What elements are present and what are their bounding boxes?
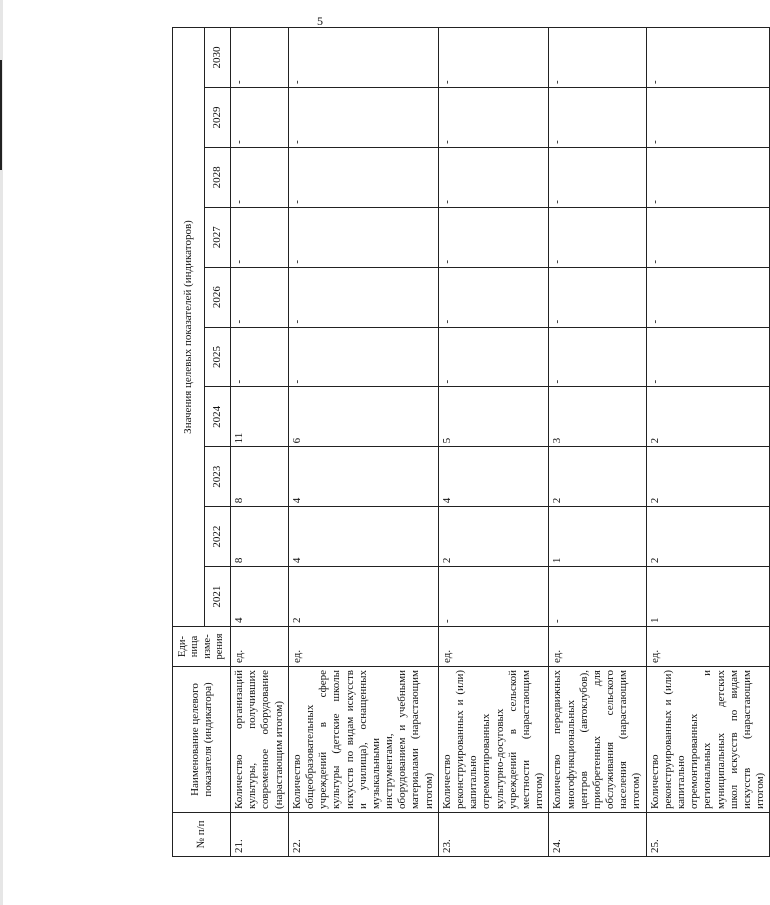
value-cell-2022: 8 (231, 507, 289, 567)
value-cell-2026: - (231, 267, 289, 327)
value-cell-2021: 4 (231, 567, 289, 627)
value-cell-2022: 2 (646, 507, 770, 567)
header-year-2030: 2030 (205, 28, 231, 88)
value-cell-2021: 2 (288, 567, 438, 627)
rotated-table-container (172, 27, 767, 857)
value-cell-2029: - (646, 87, 770, 147)
value-cell-2026: - (646, 267, 770, 327)
value-cell-2022: 1 (549, 507, 646, 567)
indicator-name: Количество общеобразовательных учреждений в сфере культуры (детские школы искусств по видам искусств и училища), оснащенных музыкальными инструментами, оборудованием и учебными материалами (нарастающим итогом) (288, 667, 438, 813)
value-cell-2024: 3 (549, 387, 646, 447)
value-cell-2028: - (549, 147, 646, 207)
header-values-group: Значения целевых показателей (индикаторов) (173, 28, 205, 627)
value-cell-2029: - (438, 87, 549, 147)
table-row (549, 28, 646, 857)
value-cell-2026: - (438, 267, 549, 327)
row-number: 23. (438, 813, 549, 857)
table-row (646, 28, 770, 857)
value-cell-2024: 6 (288, 387, 438, 447)
header-year-2025: 2025 (205, 327, 231, 387)
row-number: 22. (288, 813, 438, 857)
value-cell-2021: - (549, 567, 646, 627)
header-year-2027: 2027 (205, 207, 231, 267)
value-cell-2030: - (646, 28, 770, 88)
indicator-unit: ед. (438, 627, 549, 667)
value-cell-2029: - (288, 87, 438, 147)
value-cell-2030: - (288, 28, 438, 88)
value-cell-2024: 11 (231, 387, 289, 447)
row-number: 25. (646, 813, 770, 857)
row-number: 21. (231, 813, 289, 857)
value-cell-2026: - (288, 267, 438, 327)
value-cell-2024: 2 (646, 387, 770, 447)
indicator-unit: ед. (549, 627, 646, 667)
indicator-name: Количество реконструированных и (или) капитально отремонтированных региональных и муниципальных детских школ искусств по видам искусств (нарастающим итогом) (646, 667, 770, 813)
value-cell-2023: 2 (646, 447, 770, 507)
value-cell-2029: - (549, 87, 646, 147)
indicator-name: Количество передвижных многофункциональных центров (автоклубов), приобретенных для обслуживания сельского населения (нарастающим итогом) (549, 667, 646, 813)
value-cell-2030: - (231, 28, 289, 88)
value-cell-2027: - (288, 207, 438, 267)
value-cell-2023: 2 (549, 447, 646, 507)
header-year-2024: 2024 (205, 387, 231, 447)
value-cell-2022: 2 (438, 507, 549, 567)
table-row (438, 28, 549, 857)
value-cell-2027: - (646, 207, 770, 267)
value-cell-2025: - (549, 327, 646, 387)
table-row (231, 28, 289, 857)
scan-edge (0, 0, 3, 905)
indicator-name: Количество организаций культуры, получивших современное оборудование (нарастающим итогом) (231, 667, 289, 813)
value-cell-2022: 4 (288, 507, 438, 567)
header-year-2021: 2021 (205, 567, 231, 627)
value-cell-2029: - (231, 87, 289, 147)
indicators-table (172, 27, 770, 857)
header-year-2022: 2022 (205, 507, 231, 567)
value-cell-2025: - (438, 327, 549, 387)
value-cell-2027: - (438, 207, 549, 267)
value-cell-2021: 1 (646, 567, 770, 627)
indicator-unit: ед. (231, 627, 289, 667)
header-unit: Еди-ница изме-рения (173, 627, 231, 667)
indicator-name: Количество реконструированных и (или) капитально отремонтированных культурно-досуговых учреждений в сельской местности (нарастающим итогом) (438, 667, 549, 813)
header-year-2029: 2029 (205, 87, 231, 147)
value-cell-2028: - (646, 147, 770, 207)
header-name: Наименование целевого показателя (индикатора) (173, 667, 231, 813)
header-year-2028: 2028 (205, 147, 231, 207)
value-cell-2026: - (549, 267, 646, 327)
row-number: 24. (549, 813, 646, 857)
header-number: № п/п (173, 813, 231, 857)
value-cell-2028: - (231, 147, 289, 207)
value-cell-2027: - (231, 207, 289, 267)
header-year-2026: 2026 (205, 267, 231, 327)
value-cell-2023: 4 (288, 447, 438, 507)
value-cell-2023: 8 (231, 447, 289, 507)
value-cell-2028: - (438, 147, 549, 207)
table-row (288, 28, 438, 857)
header-year-2023: 2023 (205, 447, 231, 507)
value-cell-2024: 5 (438, 387, 549, 447)
value-cell-2025: - (231, 327, 289, 387)
value-cell-2028: - (288, 147, 438, 207)
value-cell-2027: - (549, 207, 646, 267)
value-cell-2023: 4 (438, 447, 549, 507)
value-cell-2025: - (646, 327, 770, 387)
value-cell-2025: - (288, 327, 438, 387)
indicator-unit: ед. (646, 627, 770, 667)
value-cell-2030: - (549, 28, 646, 88)
value-cell-2021: - (438, 567, 549, 627)
value-cell-2030: - (438, 28, 549, 88)
page-number: 5 (317, 14, 323, 28)
indicator-unit: ед. (288, 627, 438, 667)
